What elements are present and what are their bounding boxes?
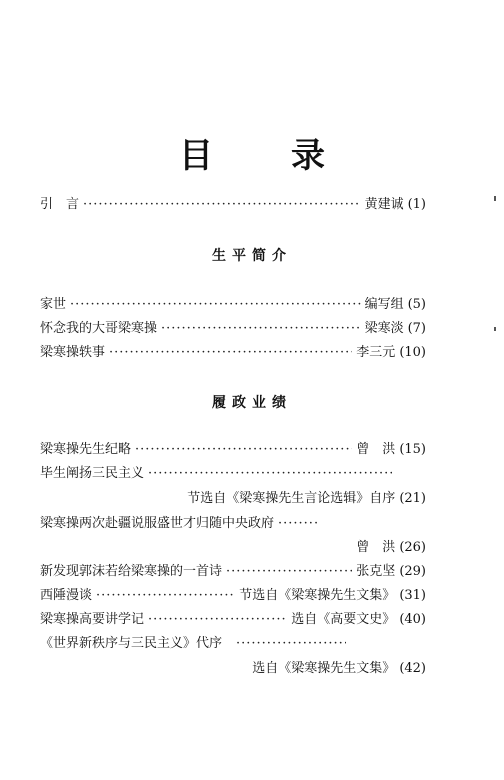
entry-title: 引 言 <box>40 197 80 212</box>
entry-page: (15) <box>399 442 426 457</box>
title-char-right: 录 <box>291 136 325 176</box>
entry-author: 李三元 <box>356 345 396 360</box>
entry-title: 新发现郭沫若给梁寒操的一首诗 <box>40 564 223 579</box>
entry-author: 曾 洪 <box>356 442 396 457</box>
toc-entry[interactable] <box>40 560 426 580</box>
entry-source: 选自《梁寒操先生文集》 <box>252 661 396 676</box>
entry-title: 梁寒操轶事 <box>40 345 106 360</box>
entry-page: (1) <box>407 197 426 212</box>
toc-entry-line1[interactable] <box>40 632 426 652</box>
entry-page: (31) <box>399 588 426 603</box>
scan-mark <box>494 327 496 331</box>
entry-author: 梁寒淡 <box>364 321 404 336</box>
leader-dots <box>148 612 287 627</box>
entry-page: (10) <box>399 345 426 360</box>
toc-entry-line1[interactable] <box>40 462 426 482</box>
entry-page: (7) <box>407 321 426 336</box>
leader-dots <box>161 321 361 336</box>
toc-entry[interactable] <box>40 608 426 628</box>
section-heading: 履政业绩 <box>212 395 292 411</box>
toc-entry-line2[interactable] <box>40 657 426 677</box>
toc-entry[interactable] <box>40 438 426 458</box>
title-char-left: 目 <box>179 136 213 176</box>
entry-title: 毕生阐扬三民主义 <box>40 466 145 481</box>
toc-entry[interactable] <box>40 584 426 604</box>
entry-author: 编写组 <box>364 297 404 312</box>
entry-page: (26) <box>399 540 426 555</box>
page-title <box>0 128 504 177</box>
entry-source: 选自《高要文史》 <box>291 612 396 627</box>
entry-page: (40) <box>399 612 426 627</box>
entry-title: 怀念我的大哥梁寒操 <box>40 321 158 336</box>
toc-entry-line2[interactable] <box>40 487 426 507</box>
entry-title: 西陲漫谈 <box>40 588 93 603</box>
section-heading: 生平简介 <box>212 248 292 264</box>
leader-dots <box>236 636 346 651</box>
leader-dots <box>278 516 320 531</box>
entry-author: 张克坚 <box>356 564 396 579</box>
entry-author: 黄建诚 <box>364 197 404 212</box>
leader-dots <box>70 297 361 312</box>
leader-dots <box>83 197 361 212</box>
entry-author: 曾 洪 <box>356 540 396 555</box>
leader-dots <box>135 442 352 457</box>
entry-source: 节选自《梁寒操先生文集》 <box>239 588 396 603</box>
entry-page: (42) <box>399 661 426 676</box>
toc-entry[interactable] <box>40 341 426 361</box>
entry-title: 《世界新秩序与三民主义》代序 <box>40 636 223 651</box>
leader-dots <box>96 588 235 603</box>
leader-dots <box>109 345 352 360</box>
entry-title: 家世 <box>40 297 67 312</box>
entry-page: (29) <box>399 564 426 579</box>
toc-entry-intro[interactable] <box>40 193 426 213</box>
scan-mark <box>494 196 496 201</box>
toc-entry[interactable] <box>40 293 426 313</box>
entry-source: 节选自《梁寒操先生言论选辑》自序 <box>187 491 396 506</box>
entry-title: 梁寒操高要讲学记 <box>40 612 145 627</box>
entry-page: (5) <box>407 297 426 312</box>
leader-dots <box>148 466 392 481</box>
entry-title: 梁寒操两次赴疆说服盛世才归随中央政府 <box>40 516 275 531</box>
entry-title: 梁寒操先生纪略 <box>40 442 132 457</box>
entry-page: (21) <box>399 491 426 506</box>
leader-dots <box>226 564 352 579</box>
toc-entry-line1[interactable] <box>40 512 426 532</box>
toc-entry[interactable] <box>40 317 426 337</box>
toc-entry-line2[interactable] <box>40 536 426 556</box>
